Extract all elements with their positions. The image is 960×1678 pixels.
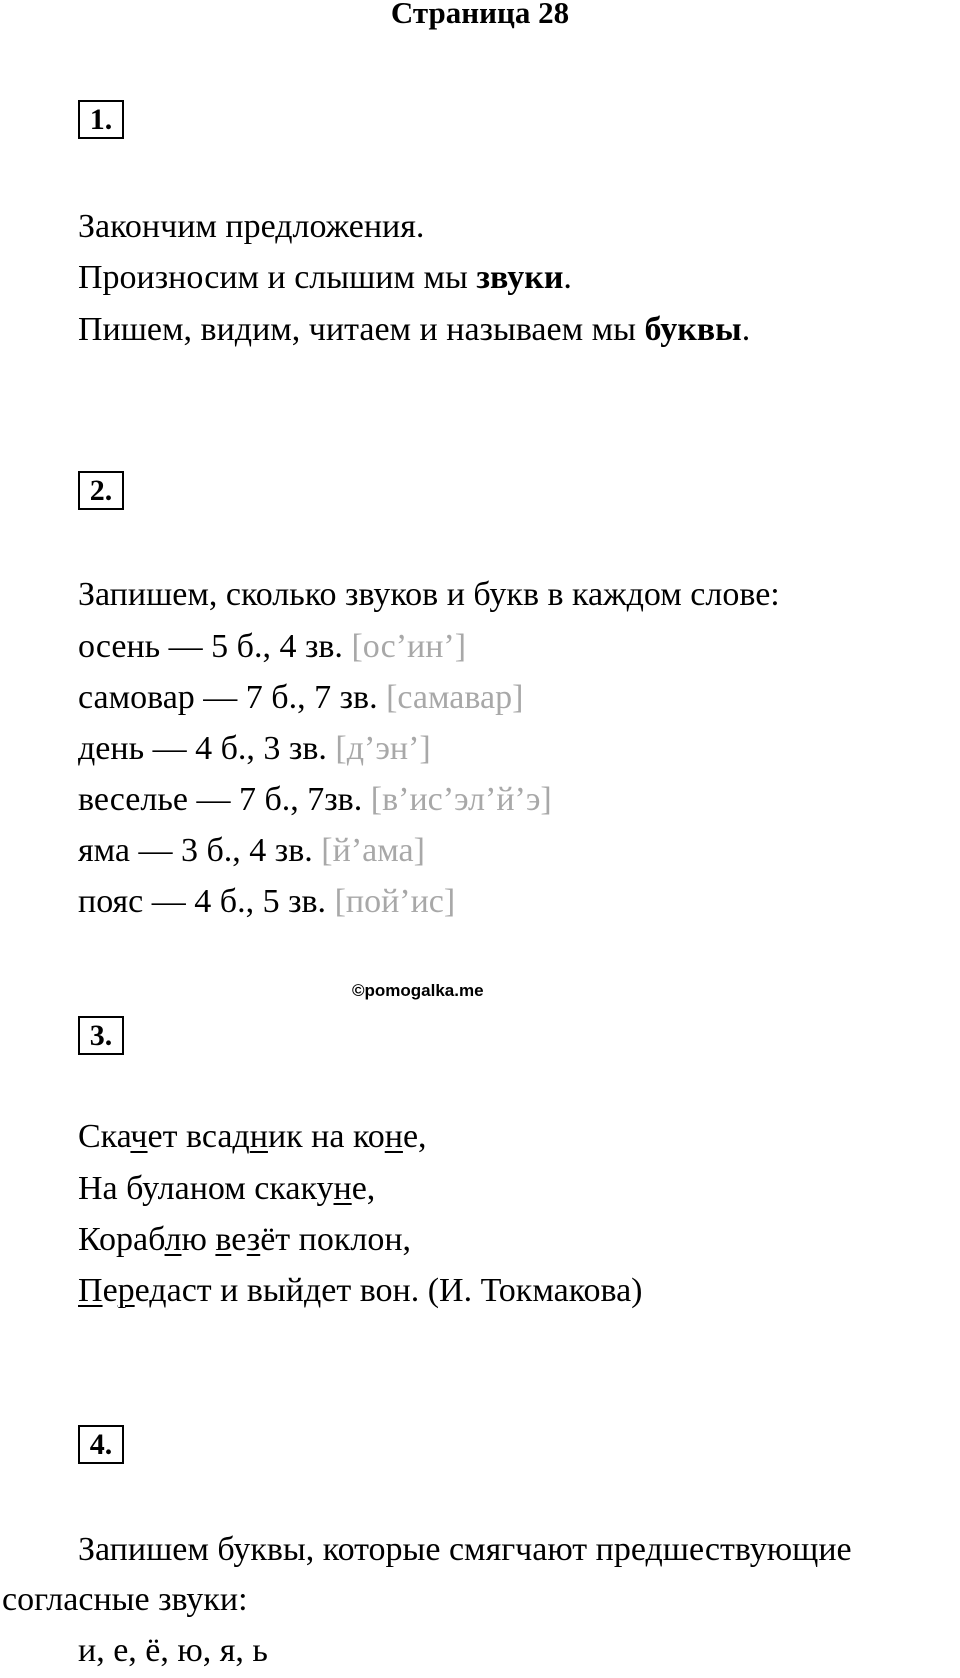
poem-line-2 [78,1169,375,1209]
task-1-intro: Закончим предложения. [78,208,425,245]
task-2-row [78,729,431,769]
poem-line-4 [78,1271,643,1311]
task-2-row-text: день — 4 б., 3 зв. [78,730,336,767]
task-2-row [78,882,455,922]
task-2-row-text: веселье — 7 б., 7зв. [78,781,371,818]
task-2-number: 2. [78,471,124,510]
task-2-row-text: самовар — 7 б., 7 зв. [78,679,387,716]
task-2-row-text: пояс — 4 б., 5 зв. [78,883,335,920]
task-1-answer-sounds: звуки [476,259,564,296]
underlined-letter: р [117,1272,135,1309]
task-2-row [78,831,425,871]
underlined-letter: П [78,1272,103,1309]
task-3-number: 3. [78,1016,124,1055]
task-1-line-3-period: . [741,311,751,348]
underlined-letter: н [333,1170,352,1207]
underlined-letter: л [164,1221,182,1258]
poem-text: Ска [78,1118,131,1155]
task-1-line-2-period: . [563,259,572,296]
task-2-row-transcription: [ос’ин’] [351,628,467,665]
task-2-row-transcription: [самавар] [386,679,524,716]
poem-text: ет вон. (И. Токмакова) [321,1272,643,1309]
task-1-line-3 [78,310,750,350]
task-4-intro-line-2: согласные звуки: [2,1581,248,1618]
page-title: Страница 28 [390,0,570,30]
task-2-row [78,627,466,667]
poem-text: На буланом скаку [78,1170,334,1207]
poem-text: е, [351,1170,376,1207]
poem-line-1 [78,1117,427,1157]
task-1-line-2-text: Произносим и слышим мы [78,259,477,296]
task-2-row [78,678,523,718]
task-2-row-transcription: [пой’ис] [334,883,456,920]
task-2-row-transcription: [й’ама] [321,832,425,869]
task-1-line-2 [78,258,572,298]
task-1-number: 1. [78,100,124,139]
task-2-row [78,780,552,820]
poem-text: е [102,1272,118,1309]
poem-line-3 [78,1220,411,1260]
underlined-letter: ч [130,1118,148,1155]
task-2-row-text: осень — 5 б., 4 зв. [78,628,352,665]
task-2-intro: Запишем, сколько звуков и букв в каждом слове: [78,576,780,613]
underlined-letter: н [249,1118,268,1155]
underlined-letter: в [215,1221,232,1258]
poem-text: е [231,1221,247,1258]
task-2-row-text: яма — 3 б., 4 зв. [78,832,322,869]
poem-text: едаст и вый [134,1272,304,1309]
watermark: ©pomogalka.me [352,981,484,1000]
task-4-answer: и, е, ё, ю, я, ь [78,1632,268,1669]
poem-text: ю [181,1221,216,1258]
underlined-letter: н [384,1118,403,1155]
underlined-letter: з [246,1221,261,1258]
task-2-row-transcription: [д’эн’] [335,730,431,767]
task-4-number: 4. [78,1425,124,1464]
task-4-intro-line-1: Запишем буквы, которые смягчают предшествующие [78,1531,852,1568]
poem-text: ет всад [147,1118,250,1155]
task-1-answer-letters: буквы [644,311,742,348]
poem-text: е, [402,1118,427,1155]
poem-text: Кораб [78,1221,165,1258]
underlined-letter: д [303,1272,322,1309]
task-1-line-3-text: Пишем, видим, читаем и называем мы [78,311,645,348]
poem-text: ик на ко [267,1118,385,1155]
poem-text: ёт поклон, [260,1221,412,1258]
task-2-row-transcription: [в’ис’эл’й’э] [370,781,552,818]
